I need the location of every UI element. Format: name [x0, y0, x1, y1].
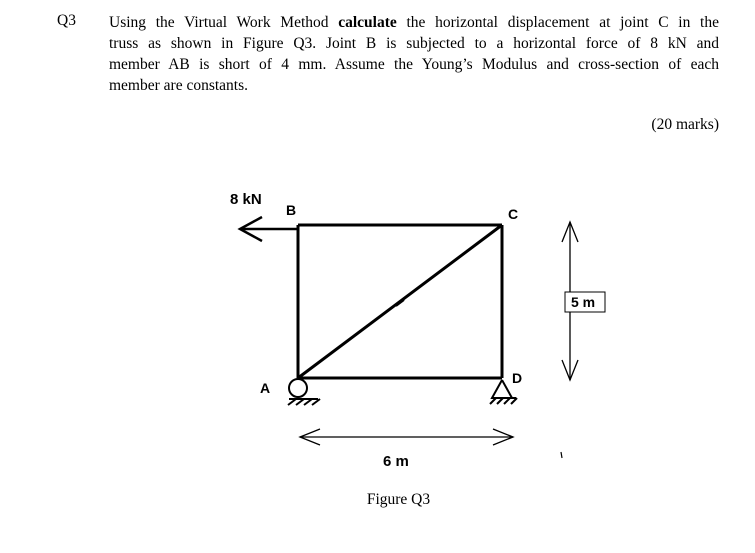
height-label: 5 m [571, 294, 596, 310]
question-line-3: member AB is short of 4 mm. Assume the Young’s Modulus and cross-section of each [109, 56, 719, 73]
question-line-1-end: the horizontal displacement at joint C in the [396, 14, 719, 31]
width-label: 6 m [383, 453, 409, 470]
question-line-1-start: Using the Virtual Work Method [109, 14, 339, 31]
joint-d-label: D [512, 370, 523, 386]
question-line-4: member are constants. [109, 77, 249, 94]
question-number: Q3 [57, 12, 76, 29]
stray-mark [561, 452, 562, 458]
marks-label: (20 marks) [651, 116, 719, 133]
load-arrow-icon [240, 217, 298, 241]
member-ac [298, 225, 502, 378]
load-label: 8 kN [230, 191, 262, 208]
truss-members [298, 225, 502, 378]
joint-c-label: C [508, 206, 519, 222]
question-bold-word: calculate [338, 14, 397, 31]
question-line-2: truss as shown in Figure Q3. Joint B is subjected to a horizontal force of 8 kN and [109, 35, 719, 52]
joint-a-label: A [260, 380, 271, 396]
width-dimension-arrow-icon [300, 429, 513, 445]
pin-support-a-icon [288, 379, 320, 405]
joint-b-label: B [286, 202, 297, 218]
figure-caption: Figure Q3 [366, 491, 431, 508]
